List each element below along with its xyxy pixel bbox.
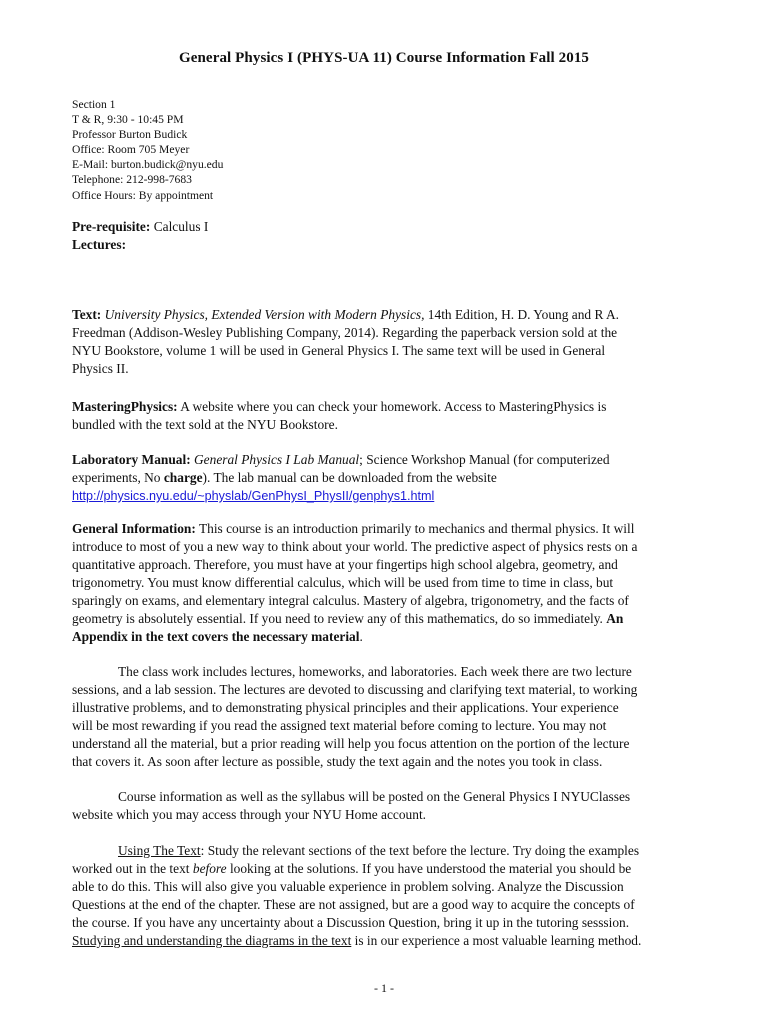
text-label: Text: bbox=[72, 307, 102, 322]
appendix-note: Appendix in the text covers the necessary material bbox=[72, 629, 360, 644]
text-line: Freedman (Addison-Wesley Publishing Company, 2014). Regarding the paperback version sold at the bbox=[72, 325, 618, 340]
using-text-heading: Using The Text bbox=[118, 843, 201, 858]
using-text-line: the course. If you have any uncertainty about a Discussion Question, bring it up in the tutoring sesssion. bbox=[72, 915, 630, 930]
text-line: 14th Edition, H. D. Young and R A. bbox=[424, 307, 620, 322]
page-title: General Physics I (PHYS-UA 11) Course Information Fall 2015 bbox=[178, 50, 590, 66]
classwork-line: The class work includes lectures, homeworks, and laboratories. Each week there are two lecture bbox=[118, 664, 632, 679]
classwork-paragraph bbox=[72, 663, 714, 771]
prereq-label: Pre-requisite: bbox=[72, 219, 151, 234]
using-text-line: is in our experience a most valuable learning method. bbox=[351, 933, 642, 948]
mastering-label: MasteringPhysics: bbox=[72, 399, 178, 414]
text-section bbox=[72, 306, 714, 378]
general-line: trigonometry. You must know differential calculus, which will be used from time to time in class, but bbox=[72, 575, 614, 590]
classwork-line: that covers it. As soon after lecture as possible, study the text again and the notes you took in class. bbox=[72, 754, 603, 769]
email-address: E-Mail: burton.budick@nyu.edu bbox=[72, 158, 224, 172]
classwork-line: understand all the material, but a prior reading will help you focus attention on the portion of the lecture bbox=[72, 736, 630, 751]
using-text-paragraph bbox=[72, 842, 714, 950]
lab-manual-section bbox=[72, 451, 714, 505]
lectures-label: Lectures: bbox=[72, 237, 127, 252]
general-line: geometry is absolutely essential. If you need to review any of this mathematics, do so immediately. bbox=[72, 611, 607, 626]
textbook-title: University Physics, Extended Version with Modern Physics, bbox=[104, 307, 425, 322]
lab-line: ; Science Workshop Manual (for computerized bbox=[359, 452, 610, 467]
prereq-value: Calculus I bbox=[150, 219, 209, 234]
course-info-line: Course information as well as the syllabus will be posted on the General Physics I NYUClasses bbox=[118, 789, 631, 804]
general-line: This course is an introduction primarily to mechanics and thermal physics. It will bbox=[195, 521, 635, 536]
using-text-line: : Study the relevant sections of the text before the lecture. Try doing the examples bbox=[200, 843, 640, 858]
mastering-line: bundled with the text sold at the NYU Bookstore. bbox=[72, 417, 338, 432]
charge-word: charge bbox=[163, 470, 203, 485]
general-information-section bbox=[72, 520, 714, 646]
lab-line: experiments, No bbox=[72, 470, 164, 485]
lab-manual-label: Laboratory Manual: bbox=[72, 452, 191, 467]
general-line: introduce to most of you a new way to think about your world. The predictive aspect of physics rests on a bbox=[72, 539, 638, 554]
classwork-line: will be most rewarding if you read the assigned text material before coming to lecture. You may not bbox=[72, 718, 607, 733]
appendix-note: An bbox=[606, 611, 624, 626]
using-text-line: able to do this. This will also give you valuable experience in problem solving. Analyze the Discussion bbox=[72, 879, 624, 894]
page-number: - 1 - bbox=[374, 981, 394, 995]
text-line: Physics II. bbox=[72, 361, 129, 376]
lab-manual-link[interactable]: http://physics.nyu.edu/~physlab/GenPhysI_PhysII/genphys1.html bbox=[72, 489, 435, 503]
telephone-number: Telephone: 212-998-7683 bbox=[72, 173, 192, 187]
classwork-line: illustrative problems, and to demonstrating physical principles and their applications. Your experience bbox=[72, 700, 619, 715]
office-location: Office: Room 705 Meyer bbox=[72, 143, 190, 157]
before-emphasis: before bbox=[192, 861, 227, 876]
course-info-paragraph bbox=[72, 788, 714, 824]
text-line: NYU Bookstore, volume 1 will be used in General Physics I. The same text will be used in General bbox=[72, 343, 606, 358]
mastering-line: A website where you can check your homework. Access to MasteringPhysics is bbox=[177, 399, 607, 414]
class-time: T & R, 9:30 - 10:45 PM bbox=[72, 113, 184, 127]
using-text-line: looking at the solutions. If you have understood the material you should be bbox=[226, 861, 632, 876]
lab-line: ). The lab manual can be downloaded from the website bbox=[202, 470, 497, 485]
section-number: Section 1 bbox=[72, 98, 116, 111]
contact-block bbox=[72, 97, 223, 203]
using-text-line: worked out in the text bbox=[72, 861, 193, 876]
diagrams-emphasis: Studying and understanding the diagrams in the text bbox=[72, 933, 352, 948]
using-text-line: Questions at the end of the chapter. These are not assigned, but are a good way to acquire the concepts of bbox=[72, 897, 635, 912]
general-line: sparingly on exams, and elementary integral calculus. Mastery of algebra, trigonometry, and the facts of bbox=[72, 593, 629, 608]
professor-name: Professor Burton Budick bbox=[72, 128, 188, 142]
course-info-line: website which you may access through your NYU Home account. bbox=[72, 807, 427, 822]
office-hours: Office Hours: By appointment bbox=[72, 188, 214, 202]
general-line: . bbox=[359, 629, 363, 644]
prereq-block bbox=[72, 218, 714, 254]
general-line: quantitative approach. Therefore, you must have at your fingertips high school algebra, geometry, and bbox=[72, 557, 618, 572]
classwork-line: sessions, and a lab session. The lectures are devoted to discussing and clarifying text material, to working bbox=[72, 682, 638, 697]
lab-manual-title: General Physics I Lab Manual bbox=[194, 452, 360, 467]
general-info-label: General Information: bbox=[72, 521, 196, 536]
mastering-section bbox=[72, 398, 714, 434]
